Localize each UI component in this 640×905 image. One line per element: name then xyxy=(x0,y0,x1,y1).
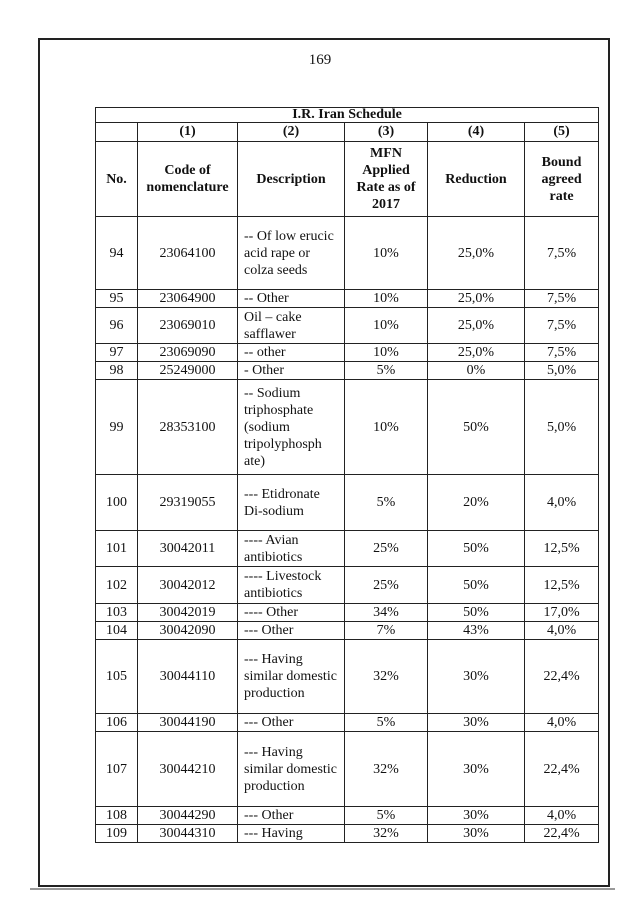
nomenclature-code: 30042012 xyxy=(138,567,238,604)
row-number: 101 xyxy=(96,531,138,567)
mfn-rate: 10% xyxy=(345,344,428,362)
table-row xyxy=(96,807,599,825)
reduction: 20% xyxy=(428,475,525,531)
description: -- Other xyxy=(238,290,345,308)
row-number: 99 xyxy=(96,380,138,475)
description: - Other xyxy=(238,362,345,380)
bound-rate: 5,0% xyxy=(525,380,599,475)
bound-rate: 17,0% xyxy=(525,604,599,622)
nomenclature-code: 30042019 xyxy=(138,604,238,622)
nomenclature-code: 23064100 xyxy=(138,217,238,290)
mfn-rate: 7% xyxy=(345,622,428,640)
reduction: 30% xyxy=(428,825,525,843)
description: Oil – cake safflawer xyxy=(238,308,345,344)
mfn-rate: 10% xyxy=(345,217,428,290)
nomenclature-code: 30042090 xyxy=(138,622,238,640)
bound-rate: 5,0% xyxy=(525,362,599,380)
bound-rate: 4,0% xyxy=(525,714,599,732)
mfn-rate: 10% xyxy=(345,380,428,475)
nomenclature-code: 30044310 xyxy=(138,825,238,843)
bound-rate: 7,5% xyxy=(525,217,599,290)
table-row xyxy=(96,475,599,531)
reduction: 25,0% xyxy=(428,308,525,344)
table-row xyxy=(96,640,599,714)
bound-rate: 12,5% xyxy=(525,567,599,604)
description: ---- Livestock antibiotics xyxy=(238,567,345,604)
mfn-rate: 32% xyxy=(345,640,428,714)
table-row xyxy=(96,380,599,475)
mfn-rate: 32% xyxy=(345,732,428,807)
column-header-row xyxy=(96,142,599,217)
nomenclature-code: 23064900 xyxy=(138,290,238,308)
description: -- Sodium triphosphate (sodium tripolyphosph ate) xyxy=(238,380,345,475)
reduction: 25,0% xyxy=(428,344,525,362)
table-row xyxy=(96,290,599,308)
mfn-rate: 25% xyxy=(345,567,428,604)
mfn-rate: 5% xyxy=(345,362,428,380)
table-row xyxy=(96,531,599,567)
column-number-row xyxy=(96,123,599,142)
row-number: 95 xyxy=(96,290,138,308)
nomenclature-code: 30044190 xyxy=(138,714,238,732)
row-number: 104 xyxy=(96,622,138,640)
column-number: (3) xyxy=(345,123,428,142)
row-number: 108 xyxy=(96,807,138,825)
reduction: 25,0% xyxy=(428,290,525,308)
mfn-rate: 5% xyxy=(345,475,428,531)
column-number: (4) xyxy=(428,123,525,142)
description: -- Of low erucic acid rape or colza seeds xyxy=(238,217,345,290)
reduction: 30% xyxy=(428,640,525,714)
iran-schedule-table xyxy=(95,107,599,843)
table-row xyxy=(96,308,599,344)
bound-rate: 22,4% xyxy=(525,640,599,714)
description: --- Etidronate Di-sodium xyxy=(238,475,345,531)
row-number: 109 xyxy=(96,825,138,843)
nomenclature-code: 25249000 xyxy=(138,362,238,380)
row-number: 94 xyxy=(96,217,138,290)
nomenclature-code: 30044110 xyxy=(138,640,238,714)
row-number: 97 xyxy=(96,344,138,362)
reduction: 30% xyxy=(428,714,525,732)
description: ---- Other xyxy=(238,604,345,622)
bound-rate: 7,5% xyxy=(525,290,599,308)
column-number: (1) xyxy=(138,123,238,142)
description: --- Having similar domestic production xyxy=(238,640,345,714)
column-number: (5) xyxy=(525,123,599,142)
table-row xyxy=(96,217,599,290)
row-number: 102 xyxy=(96,567,138,604)
description: -- other xyxy=(238,344,345,362)
mfn-rate: 5% xyxy=(345,714,428,732)
header-reduction: Reduction xyxy=(428,142,525,217)
description: ---- Avian antibiotics xyxy=(238,531,345,567)
description: --- Having similar domestic production xyxy=(238,732,345,807)
nomenclature-code: 29319055 xyxy=(138,475,238,531)
row-number: 107 xyxy=(96,732,138,807)
row-number: 105 xyxy=(96,640,138,714)
header-bound-rate: Bound agreed rate xyxy=(525,142,599,217)
reduction: 50% xyxy=(428,380,525,475)
bound-rate: 7,5% xyxy=(525,308,599,344)
reduction: 30% xyxy=(428,732,525,807)
bound-rate: 4,0% xyxy=(525,475,599,531)
scan-edge-line xyxy=(30,888,615,890)
table-row xyxy=(96,344,599,362)
reduction: 25,0% xyxy=(428,217,525,290)
column-number xyxy=(96,123,138,142)
table-row xyxy=(96,825,599,843)
reduction: 50% xyxy=(428,531,525,567)
nomenclature-code: 30042011 xyxy=(138,531,238,567)
description: --- Other xyxy=(238,622,345,640)
bound-rate: 4,0% xyxy=(525,807,599,825)
row-number: 96 xyxy=(96,308,138,344)
mfn-rate: 10% xyxy=(345,308,428,344)
table-row xyxy=(96,567,599,604)
reduction: 43% xyxy=(428,622,525,640)
description: --- Having xyxy=(238,825,345,843)
bound-rate: 4,0% xyxy=(525,622,599,640)
bound-rate: 7,5% xyxy=(525,344,599,362)
nomenclature-code: 23069010 xyxy=(138,308,238,344)
reduction: 0% xyxy=(428,362,525,380)
table-row xyxy=(96,714,599,732)
mfn-rate: 25% xyxy=(345,531,428,567)
mfn-rate: 34% xyxy=(345,604,428,622)
column-number: (2) xyxy=(238,123,345,142)
row-number: 106 xyxy=(96,714,138,732)
row-number: 100 xyxy=(96,475,138,531)
header-no: No. xyxy=(96,142,138,217)
mfn-rate: 5% xyxy=(345,807,428,825)
table-title: I.R. Iran Schedule xyxy=(96,108,599,123)
table-row xyxy=(96,732,599,807)
mfn-rate: 10% xyxy=(345,290,428,308)
description: --- Other xyxy=(238,714,345,732)
reduction: 30% xyxy=(428,807,525,825)
nomenclature-code: 30044290 xyxy=(138,807,238,825)
row-number: 103 xyxy=(96,604,138,622)
mfn-rate: 32% xyxy=(345,825,428,843)
header-mfn-rate: MFN Applied Rate as of 2017 xyxy=(345,142,428,217)
nomenclature-code: 23069090 xyxy=(138,344,238,362)
nomenclature-code: 30044210 xyxy=(138,732,238,807)
table-row xyxy=(96,604,599,622)
reduction: 50% xyxy=(428,567,525,604)
header-description: Description xyxy=(238,142,345,217)
table-row xyxy=(96,622,599,640)
nomenclature-code: 28353100 xyxy=(138,380,238,475)
page-number: 169 xyxy=(308,52,332,68)
bound-rate: 22,4% xyxy=(525,825,599,843)
header-code: Code of nomenclature xyxy=(138,142,238,217)
reduction: 50% xyxy=(428,604,525,622)
table-title-row xyxy=(96,108,599,123)
row-number: 98 xyxy=(96,362,138,380)
table-row xyxy=(96,362,599,380)
bound-rate: 12,5% xyxy=(525,531,599,567)
description: --- Other xyxy=(238,807,345,825)
bound-rate: 22,4% xyxy=(525,732,599,807)
